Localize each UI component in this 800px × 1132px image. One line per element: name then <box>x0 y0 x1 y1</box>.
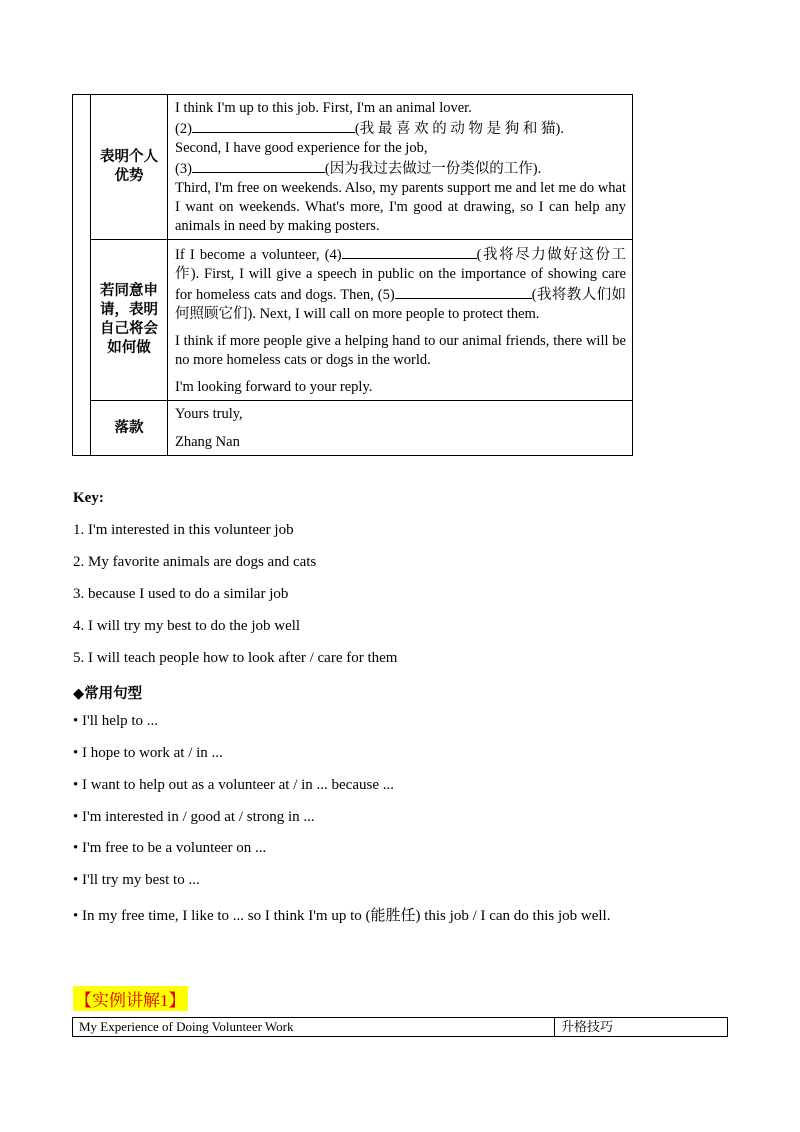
blank-number: (2) <box>175 121 192 137</box>
key-item: 5. I will teach people how to look after / care for them <box>73 650 398 666</box>
text-line <box>175 118 626 139</box>
text-span: If I become a volunteer, (4) <box>175 247 342 263</box>
patterns-title: ◆常用句型 <box>73 686 143 702</box>
row-content <box>168 401 633 456</box>
text-paragraph: I'm looking forward to your reply. <box>175 379 373 395</box>
fill-blank <box>192 158 325 173</box>
example-table-title: My Experience of Doing Volunteer Work <box>73 1018 555 1037</box>
key-title: Key: <box>73 490 104 506</box>
row-label: 若同意申请，表明自己将会如何做 <box>91 240 168 401</box>
text-line <box>175 158 626 179</box>
text-span: (我将教人们如何照顾它们). Next, I will call on more people to protect them. <box>175 287 627 322</box>
key-item: 2. My favorite animals are dogs and cats <box>73 554 317 570</box>
key-item: 3. because I used to do a similar job <box>73 586 289 602</box>
table-row <box>73 95 633 240</box>
pattern-item: • I want to help out as a volunteer at / in ... because ... <box>73 777 394 793</box>
signature-name: Zhang Nan <box>175 434 240 450</box>
key-item: 1. I'm interested in this volunteer job <box>73 522 294 538</box>
closing-text: Yours truly, <box>175 406 243 422</box>
pattern-item: • I'll help to ... <box>73 713 159 729</box>
text-line: I think I'm up to this job. First, I'm an animal lover. <box>175 100 472 116</box>
hint-text: (因为我过去做过一份类似的工作). <box>324 161 542 177</box>
table-row <box>73 401 633 456</box>
example-table-heading: 升格技巧 <box>555 1018 728 1037</box>
text-paragraph: I think if more people give a helping hand to our animal friends, there will be no more homeless cats or dogs in the world. <box>175 333 626 368</box>
fill-blank <box>395 284 532 299</box>
fill-blank <box>342 244 477 259</box>
blank-number: (3) <box>175 161 192 177</box>
pattern-item: • I'll try my best to ... <box>73 872 200 888</box>
fill-blank <box>192 118 355 133</box>
text-line: Second, I have good experience for the job, <box>175 140 428 156</box>
pattern-item: • I'm interested in / good at / strong in ... <box>73 809 315 825</box>
text-paragraph <box>175 244 626 324</box>
text-span: (我将尽力做好这份工作). First, I will give a speech in public on the importance of showing care for homeless cats and dogs. Then, <box>175 247 627 303</box>
key-item: 4. I will try my best to do the job well <box>73 618 301 634</box>
letter-outline-table <box>72 94 633 456</box>
example-title: 【实例讲解1】 <box>73 986 188 1011</box>
hint-text: (我 最 喜 欢 的 动 物 是 狗 和 猫). <box>354 121 564 137</box>
row-label: 表明个人优势 <box>91 95 168 240</box>
text-paragraph: Third, I'm free on weekends. Also, my parents support me and let me do what I want on weekends. What's more, I'm good at drawing, so I can help any animals in need by making posters. <box>175 180 626 234</box>
table-row <box>73 1018 728 1037</box>
blank-column <box>73 95 91 456</box>
row-label: 落款 <box>91 401 168 456</box>
pattern-item: • In my free time, I like to ... so I think I'm up to (能胜任) this job / I can do this job well. <box>73 908 611 924</box>
row-content <box>168 95 633 240</box>
row-content <box>168 240 633 401</box>
pattern-item: • I hope to work at / in ... <box>73 745 223 761</box>
pattern-item: • I'm free to be a volunteer on ... <box>73 840 267 856</box>
example-table <box>72 1017 728 1037</box>
table-row <box>73 240 633 401</box>
blank-number: (5) <box>377 287 395 303</box>
